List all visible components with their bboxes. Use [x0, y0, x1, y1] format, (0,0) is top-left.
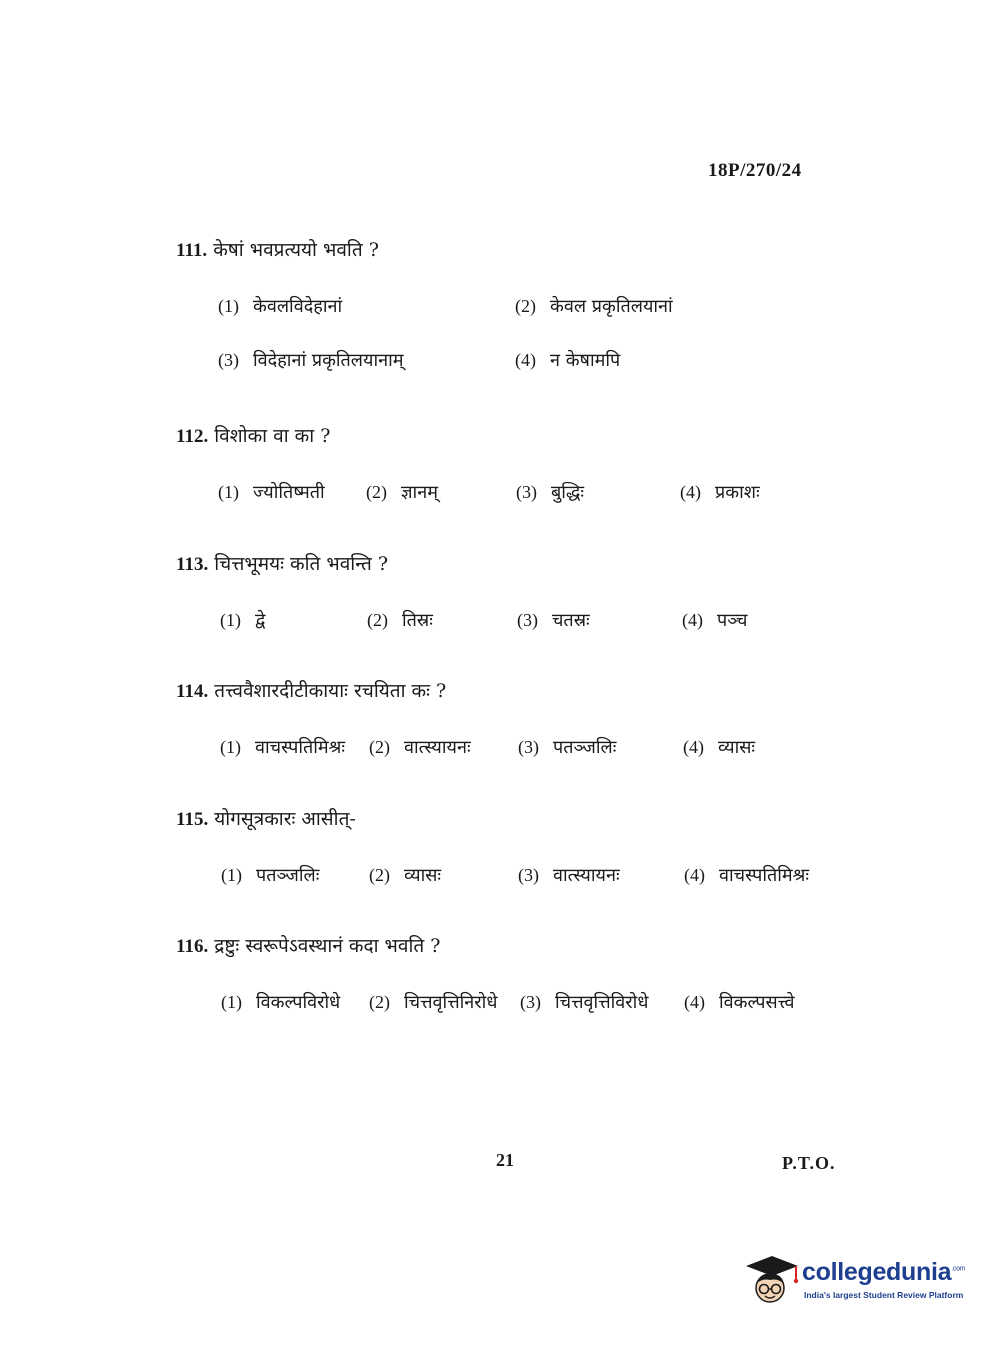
- option-number: (3): [516, 482, 537, 502]
- option-number: (4): [683, 737, 704, 757]
- option-number: (2): [366, 482, 387, 502]
- option-4: [680, 480, 760, 504]
- question-stem: [176, 236, 379, 262]
- option-text: चित्तवृत्तिनिरोधे: [404, 992, 498, 1013]
- option-text: विकल्पसत्त्वे: [719, 992, 795, 1013]
- option-number: (3): [218, 350, 239, 370]
- question-stem: [176, 677, 446, 703]
- option-number: (3): [517, 610, 538, 630]
- option-number: (1): [220, 610, 241, 630]
- option-text: व्यासः: [718, 737, 756, 758]
- option-text: व्यासः: [404, 865, 442, 886]
- option-3: [516, 480, 584, 504]
- question-text: द्रष्टुः स्वरूपेऽवस्थानं कदा भवति ?: [214, 935, 441, 957]
- option-number: (2): [369, 992, 390, 1012]
- option-3: [518, 863, 620, 887]
- option-text: तिस्रः: [402, 610, 433, 631]
- option-2: [366, 480, 438, 504]
- question-text: तत्त्ववैशारदीटीकायाः रचयिता कः ?: [214, 680, 447, 702]
- option-number: (1): [221, 992, 242, 1012]
- option-number: (3): [518, 865, 539, 885]
- option-1: [221, 863, 319, 887]
- option-3: [517, 608, 590, 632]
- question-text: योगसूत्रकारः आसीत्-: [214, 808, 356, 830]
- option-text: पञ्च: [717, 610, 748, 631]
- question-stem: [176, 550, 388, 576]
- option-text: वात्स्यायनः: [553, 865, 620, 886]
- option-text: ज्ञानम्: [401, 482, 438, 503]
- option-number: (2): [369, 865, 390, 885]
- option-text: विदेहानां प्रकृतिलयानाम्: [253, 350, 404, 371]
- option-1: [220, 735, 345, 759]
- option-4: [682, 608, 747, 632]
- question-number: 113.: [176, 554, 209, 575]
- question-stem: [176, 805, 356, 831]
- option-number: (1): [221, 865, 242, 885]
- option-number: (1): [220, 737, 241, 757]
- option-text: केवल प्रकृतिलयानां: [550, 296, 673, 317]
- option-number: (4): [684, 992, 705, 1012]
- option-number: (2): [515, 296, 536, 316]
- question-number: 112.: [176, 426, 209, 447]
- option-4: [684, 990, 795, 1014]
- pto-label: P.T.O.: [782, 1153, 836, 1173]
- question-text: चित्तभूमयः कति भवन्ति ?: [214, 553, 389, 575]
- option-number: (3): [518, 737, 539, 757]
- option-4: [683, 735, 755, 759]
- option-text: विकल्पविरोधे: [256, 992, 341, 1013]
- option-1: [218, 480, 325, 504]
- option-text: चित्तवृत्तिविरोधे: [555, 992, 649, 1013]
- page-number: 21: [496, 1150, 514, 1170]
- option-number: (2): [367, 610, 388, 630]
- question-number: 111.: [176, 240, 208, 261]
- option-2: [367, 608, 433, 632]
- option-number: (1): [218, 296, 239, 316]
- option-text: ज्योतिष्मती: [253, 482, 325, 503]
- option-3: [520, 990, 648, 1014]
- option-text: वात्स्यायनः: [404, 737, 471, 758]
- paper-code: 18P/270/24: [708, 160, 802, 181]
- option-text: न केषामपि: [550, 350, 621, 371]
- option-1: [218, 294, 342, 318]
- question-number: 114.: [176, 681, 209, 702]
- option-text: वाचस्पतिमिश्रः: [255, 737, 346, 758]
- option-number: (4): [682, 610, 703, 630]
- option-text: पतञ्जलिः: [256, 865, 320, 886]
- option-number: (4): [680, 482, 701, 502]
- question-text: केषां भवप्रत्ययो भवति ?: [213, 239, 379, 261]
- option-2: [369, 735, 471, 759]
- option-number: (3): [520, 992, 541, 1012]
- option-number: (4): [684, 865, 705, 885]
- option-text: पतञ्जलिः: [553, 737, 617, 758]
- option-4: [515, 348, 620, 372]
- option-text: केवलविदेहानां: [253, 296, 343, 317]
- option-2: [369, 863, 441, 887]
- collegedunia-watermark: [742, 1250, 972, 1310]
- question-stem: [176, 932, 440, 958]
- option-text: चतस्रः: [552, 610, 590, 631]
- option-2: [369, 990, 497, 1014]
- brand-tagline: India's largest Student Review Platform: [804, 1290, 964, 1300]
- graduate-mascot-icon: [742, 1250, 800, 1308]
- option-text: प्रकाशः: [715, 482, 760, 503]
- brand-suffix: .com: [951, 1265, 966, 1273]
- option-3: [518, 735, 616, 759]
- question-number: 116.: [176, 936, 209, 957]
- option-1: [220, 608, 265, 632]
- option-3: [218, 348, 404, 372]
- option-4: [684, 863, 809, 887]
- option-number: (4): [515, 350, 536, 370]
- option-number: (1): [218, 482, 239, 502]
- option-number: (2): [369, 737, 390, 757]
- question-text: विशोका वा का ?: [214, 425, 331, 447]
- option-text: बुद्धिः: [551, 482, 584, 503]
- brand-name: collegedunia$^{.com}$: [802, 1258, 966, 1286]
- option-text: वाचस्पतिमिश्रः: [719, 865, 810, 886]
- option-text: द्वे: [255, 610, 266, 631]
- question-stem: [176, 422, 330, 448]
- option-2: [515, 294, 673, 318]
- option-1: [221, 990, 340, 1014]
- question-number: 115.: [176, 809, 209, 830]
